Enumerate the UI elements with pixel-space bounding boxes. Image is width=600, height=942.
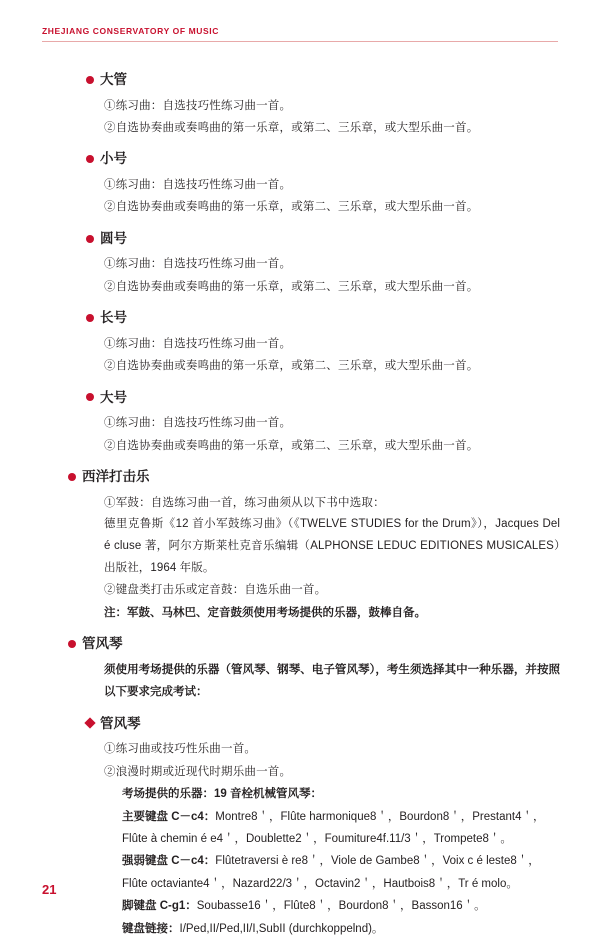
- section-title: 小号: [100, 151, 127, 167]
- section-heading: [86, 309, 560, 327]
- section-title: 圆号: [100, 230, 127, 246]
- subsection-title: 管风琴: [100, 715, 141, 731]
- list-item: ②键盘类打击乐或定音鼓：自选乐曲一首。: [104, 584, 327, 597]
- organ-intro-text: 须使用考场提供的乐器（管风琴、钢琴、电子管风琴），考生须选择其中一种乐器，并按照以下要求完成考试：: [104, 663, 560, 699]
- spec-value: Flûtetraversi è re8＇，Viole de Gambe8＇，Voix c é leste8＇，Flûte octaviante4＇，Nazard22/3＇，Octavin2＇，Hautbois8＇，Tr é molo。: [122, 855, 540, 890]
- section-heading: [68, 635, 560, 653]
- spec-value: Montre8＇，Flûte harmonique8＇，Bourdon8＇，Prestant4＇，Flûte à chemin é e4＇，Doublette2＇，Foumiture4f.11/3＇，Trompete8＇。: [122, 810, 545, 845]
- list-item: ②浪漫时期或近现代时期乐曲一首。: [104, 765, 292, 778]
- section-title: 西洋打击乐: [82, 468, 150, 484]
- list-item: ①练习曲或技巧性乐曲一首。: [104, 743, 257, 756]
- section-title: 大号: [100, 389, 127, 405]
- spec-line: [122, 850, 560, 895]
- list-item: ①练习曲：自选技巧性练习曲一首。: [104, 337, 292, 350]
- red-diamond-icon: [84, 718, 95, 729]
- red-dot-icon: [86, 314, 94, 322]
- section-tuba: [62, 389, 560, 457]
- section-title: 管风琴: [82, 636, 123, 652]
- spec-label: 键盘链接：: [122, 922, 180, 935]
- page-header: [42, 26, 558, 42]
- spec-label: 强弱键盘 C－c4：: [122, 855, 216, 868]
- section-heading: [86, 150, 560, 168]
- section-heading: [86, 230, 560, 248]
- section-heading: [68, 468, 560, 486]
- list-item: ①练习曲：自选技巧性练习曲一首。: [104, 417, 292, 430]
- subsection-heading: [86, 715, 560, 733]
- spec-value: Soubasse16＇，Flûte8＇，Bourdon8＇，Basson16＇。: [196, 900, 486, 913]
- section-horn: [62, 230, 560, 298]
- list-item: ②自选协奏曲或奏鸣曲的第一乐章，或第二、三乐章，或大型乐曲一首。: [104, 360, 479, 373]
- section-title: 大管: [100, 72, 127, 87]
- red-dot-icon: [68, 473, 76, 481]
- header-divider: [42, 41, 558, 42]
- list-item: ①练习曲：自选技巧性练习曲一首。: [104, 258, 292, 271]
- spec-label: 脚键盘 C-g1：: [122, 900, 197, 913]
- section-title: 长号: [100, 310, 127, 326]
- list-item: ①练习曲：自选技巧性练习曲一首。: [104, 178, 292, 191]
- spec-line: [122, 918, 560, 940]
- red-dot-icon: [86, 235, 94, 243]
- reference-book-text: 德里克鲁斯《12 首小军鼓练习曲》（《TWELVE STUDIES for the Drum》），Jacques Del é cluse 著，阿尔方斯莱杜克音乐编辑（ALPHONSE LEDUC EDITIONES MUSICALES）出版社，1964 年版。: [104, 517, 560, 574]
- percussion-note: 注：军鼓、马林巴、定音鼓须使用考场提供的乐器，鼓棒自备。: [104, 606, 426, 619]
- section-heading: [86, 71, 560, 89]
- page-content: [62, 60, 560, 942]
- section-bassoon: [62, 71, 560, 139]
- list-item: ①练习曲：自选技巧性练习曲一首。: [104, 99, 292, 112]
- red-dot-icon: [86, 393, 94, 401]
- section-organ: [62, 635, 560, 940]
- section-trumpet: [62, 150, 560, 218]
- header-title: ZHEJIANG CONSERVATORY OF MUSIC: [42, 26, 220, 36]
- spec-line: [122, 895, 560, 917]
- spec-label: 主要键盘 C－c4：: [122, 810, 216, 823]
- list-item: ②自选协奏曲或奏鸣曲的第一乐章，或第二、三乐章，或大型乐曲一首。: [104, 201, 479, 214]
- list-item: ②自选协奏曲或奏鸣曲的第一乐章，或第二、三乐章，或大型乐曲一首。: [104, 439, 479, 452]
- red-dot-icon: [86, 155, 94, 163]
- list-item: ①军鼓：自选练习曲一首，练习曲须从以下书中选取：: [104, 496, 385, 509]
- list-item: ②自选协奏曲或奏鸣曲的第一乐章，或第二、三乐章，或大型乐曲一首。: [104, 280, 479, 293]
- section-heading: [86, 389, 560, 407]
- spec-line: [122, 806, 560, 851]
- red-dot-icon: [86, 76, 94, 84]
- spec-value: I/Ped,II/Ped,II/I,SubII (durchkoppelnd)。: [179, 922, 384, 935]
- page-number: 21: [42, 882, 57, 897]
- section-trombone: [62, 309, 560, 377]
- list-item: ②自选协奏曲或奏鸣曲的第一乐章，或第二、三乐章，或大型乐曲一首。: [104, 121, 479, 134]
- instrument-title: 考场提供的乐器：19 音栓机械管风琴：: [122, 788, 322, 801]
- red-dot-icon: [68, 640, 76, 648]
- section-percussion: [62, 468, 560, 624]
